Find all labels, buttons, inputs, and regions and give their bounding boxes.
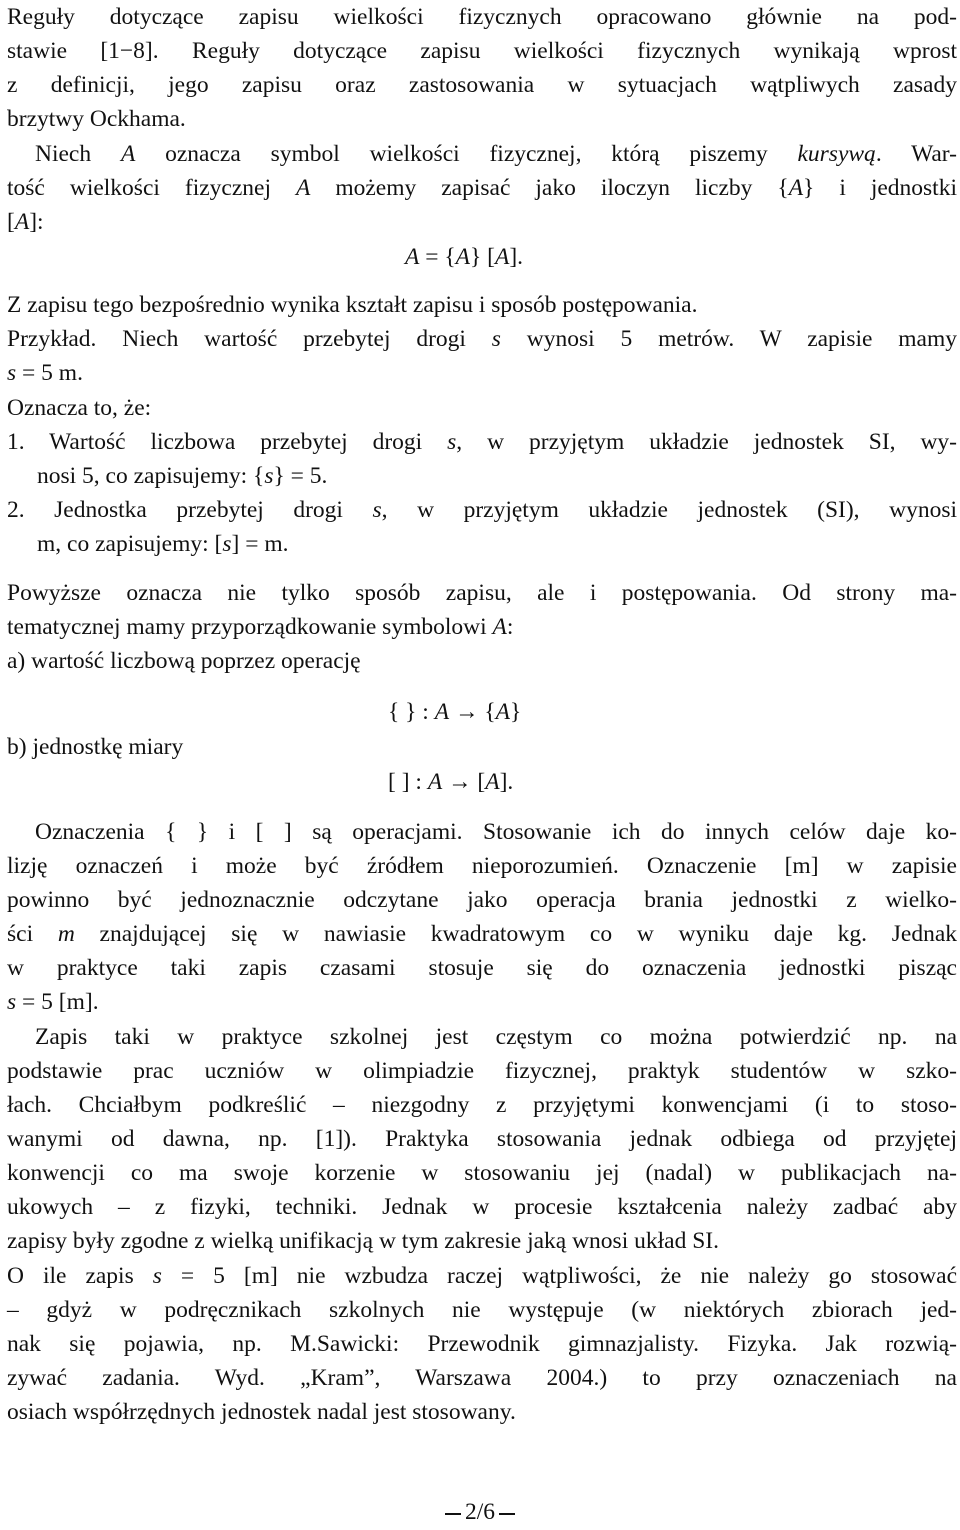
text-line: lizję oznaczeń i może być źródłem nieporozumień. Oznaczenie [m] w zapisie	[7, 853, 957, 879]
page-number-text: 2/6	[464, 1499, 496, 1525]
text-line: stawie [1−8]. Reguły dotyczące zapisu wielkości fizycznych wynikają wprost	[7, 38, 957, 64]
text-line: zywać zadania. Wyd. „Kram”, Warszawa 2004.) to przy oznaczeniach na	[7, 1365, 957, 1391]
text-line: tość wielkości fizycznej A możemy zapisać jako iloczyn liczby {A} i jednostki	[7, 175, 957, 201]
text-line: zapisy były zgodne z wielką unifikacją w tym zakresie jaką wnosi układ SI.	[7, 1228, 719, 1254]
text-line: w praktyce taki zapis czasami stosuje się do oznaczenia jednostki pisząc	[7, 955, 957, 981]
list-item: 2. Jednostka przebytej drogi s, w przyjętym układzie jednostek (SI), wynosi	[7, 497, 957, 523]
text-line: podstawie prac uczniów w olimpiadzie fizycznej, praktyk studentów w szko-	[7, 1058, 957, 1084]
text-line: konwencji co ma swoje korzenie w stosowaniu jej (nadal) w publikacjach na-	[7, 1160, 957, 1186]
text-line: s = 5 [m].	[7, 989, 99, 1015]
text-line: Oznacza to, że:	[7, 395, 152, 421]
text-line: tematycznej mamy przyporządkowanie symbolowi A:	[7, 614, 514, 640]
text-line: Powyższe oznacza nie tylko sposób zapisu, ale i postępowania. Od strony ma-	[7, 580, 957, 606]
list-item: a) wartość liczbową poprzez operację	[7, 648, 361, 674]
text-line: wanymi od dawna, np. [1]). Praktyka stosowania jednak odbiega od przyjętej	[7, 1126, 957, 1152]
text-line: Oznaczenia { } i [ ] są operacjami. Stosowanie ich do innych celów daje ko-	[35, 819, 957, 845]
text-line: Niech A oznacza symbol wielkości fizycznej, którą piszemy kursywą. War-	[35, 141, 957, 167]
text-line: łach. Chciałbym podkreślić – niezgodny z przyjętymi konwencjami (i to stoso-	[7, 1092, 957, 1118]
mapping-brackets: [ ] : A → [A].	[388, 769, 514, 795]
list-item: m, co zapisujemy: [s] = m.	[37, 531, 289, 557]
page-number	[0, 1497, 960, 1527]
text-line: Z zapisu tego bezpośrednio wynika kształt zapisu i sposób postępowania.	[7, 292, 698, 318]
mapping-braces: { } : A → {A}	[388, 699, 522, 725]
text-line: Reguły dotyczące zapisu wielkości fizycznych opracowano głównie na pod-	[7, 4, 957, 30]
text-line: osiach współrzędnych jednostek nadal jest stosowany.	[7, 1399, 516, 1425]
list-item: 1. Wartość liczbowa przebytej drogi s, w przyjętym układzie jednostek SI, wy-	[7, 429, 957, 455]
list-item: b) jednostkę miary	[7, 734, 184, 760]
text-line: nak się pojawia, np. M.Sawicki: Przewodnik gimnazjalisty. Fizyka. Jak rozwią-	[7, 1331, 957, 1357]
text-line: s = 5 m.	[7, 360, 83, 386]
text-line: z definicji, jego zapisu oraz zastosowania w sytuacjach wątpliwych zasady	[7, 72, 957, 98]
equation: A = {A} [A].	[405, 244, 524, 270]
text-line: [A]:	[7, 209, 44, 235]
text-line: brzytwy Ockhama.	[7, 106, 186, 132]
text-line: O ile zapis s = 5 [m] nie wzbudza raczej wątpliwości, że nie należy go stosować	[7, 1263, 958, 1289]
list-item: nosi 5, co zapisujemy: {s} = 5.	[37, 463, 328, 489]
text-line: ukowych – z fizyki, techniki. Jednak w procesie kształcenia należy zadbać aby	[7, 1194, 957, 1220]
text-line: Przykład. Niech wartość przebytej drogi s wynosi 5 metrów. W zapisie mamy	[7, 326, 957, 352]
text-line: – gdyż w podręcznikach szkolnych nie występuje (w niektórych zbiorach jed-	[7, 1297, 957, 1323]
text-line: powinno być jednoznacznie odczytane jako operacja brania jednostki z wielko-	[7, 887, 957, 913]
text-line: ści m znajdującej się w nawiasie kwadratowym co w wyniku daje kg. Jednak	[7, 921, 958, 947]
dash-left	[445, 1513, 461, 1515]
dash-right	[499, 1513, 515, 1515]
text-line: Zapis taki w praktyce szkolnej jest częstym co można potwierdzić np. na	[35, 1024, 957, 1050]
